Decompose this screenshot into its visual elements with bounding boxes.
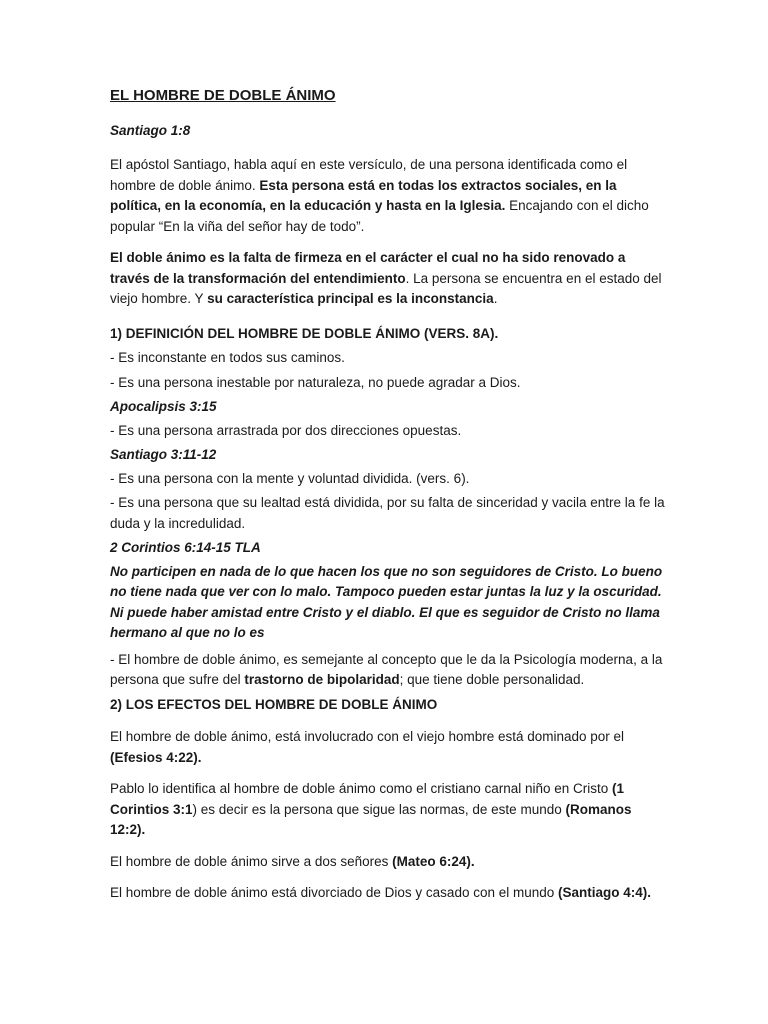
bible-reference: Santiago 1:8	[110, 122, 191, 138]
text-run: Pablo lo identifica al hombre de doble ánimo como el cristiano carnal niño en Cristo	[110, 781, 613, 796]
section-2-paragraph	[110, 852, 668, 873]
text-run: ; que tiene doble personalidad.	[399, 672, 585, 687]
text-run: El hombre de doble ánimo sirve a dos señores	[110, 853, 393, 869]
text-run: . La persona se encuentra en el estado del viejo hombre. Y	[110, 270, 662, 306]
section-2-paragraph	[110, 779, 668, 841]
text-run: Encajando con el dicho popular “En la viña del señor hay de todo”.	[110, 198, 649, 234]
bold-text: trastorno de bipolaridad	[244, 672, 400, 687]
bible-reference: Santiago 3:11-12	[110, 447, 217, 462]
text-run: El hombre de doble ánimo está divorciado de Dios y casado con el mundo	[110, 885, 559, 900]
intro-paragraph-1	[110, 155, 668, 237]
text-run: El apóstol Santiago, habla aquí en este versículo, de una persona identificada como el hombre de doble ánimo.	[110, 157, 628, 193]
bold-text: (Romanos 12:2).	[110, 801, 632, 837]
scripture-quote: No participen en nada de lo que hacen los que no son seguidores de Cristo. Lo bueno no tiene nada que ver con lo malo. Tampoco pueden estar juntas la luz y la oscuridad. Ni puede haber amistad entre Cristo y el diablo. El que es seguidor de Cristo no llama hermano al que no lo es	[110, 563, 663, 640]
list-item: - Es inconstante en todos sus caminos.	[110, 350, 345, 365]
bible-reference: Apocalipsis 3:15	[110, 399, 217, 414]
bold-text: (Mateo 6:24).	[392, 853, 475, 869]
bold-text: El doble ánimo es la falta de firmeza en el carácter el cual no ha sido renovado a través de la transformación del entendimiento	[110, 250, 626, 286]
text-run: El hombre de doble ánimo, está involucrado con el viejo hombre está dominado por el	[110, 729, 625, 744]
text-run: - El hombre de doble ánimo, es semejante al concepto que le da la Psicología moderna, a la persona que sufre del	[110, 651, 663, 687]
list-item: - Es una persona que su lealtad está dividida, por su falta de sinceridad y vacila entre la fe la duda y la incredulidad.	[110, 495, 665, 531]
text-run: .	[493, 291, 498, 306]
bold-text: (Efesios 4:22).	[110, 749, 202, 765]
text-run: ) es decir es la persona que sigue las normas, de este mundo	[192, 801, 566, 817]
section-1-heading: 1) DEFINICIÓN DEL HOMBRE DE DOBLE ÁNIMO (VERS. 8A).	[110, 325, 499, 341]
section-2-heading: 2) LOS EFECTOS DEL HOMBRE DE DOBLE ÁNIMO	[110, 696, 438, 712]
list-item: - Es una persona con la mente y voluntad dividida. (vers. 6).	[110, 470, 470, 486]
list-item: - Es una persona arrastrada por dos direcciones opuestas.	[110, 422, 462, 438]
bible-reference: 2 Corintios 6:14-15 TLA	[110, 540, 261, 555]
bold-text: Esta persona está en todas los extractos sociales, en la política, en la economía, en la educación y hasta en la Iglesia.	[110, 177, 617, 213]
bold-text: su característica principal es la inconstancia	[207, 291, 494, 306]
bold-text: (Santiago 4:4).	[558, 885, 652, 900]
list-item: - Es una persona inestable por naturaleza, no puede agradar a Dios.	[110, 374, 521, 390]
bold-text: (1 Corintios 3:1	[110, 781, 625, 817]
list-item	[110, 650, 668, 691]
document-title: EL HOMBRE DE DOBLE ÁNIMO	[110, 87, 336, 104]
section-2-paragraph	[110, 883, 668, 904]
intro-paragraph-2	[110, 248, 668, 310]
section-2-paragraph	[110, 727, 668, 768]
